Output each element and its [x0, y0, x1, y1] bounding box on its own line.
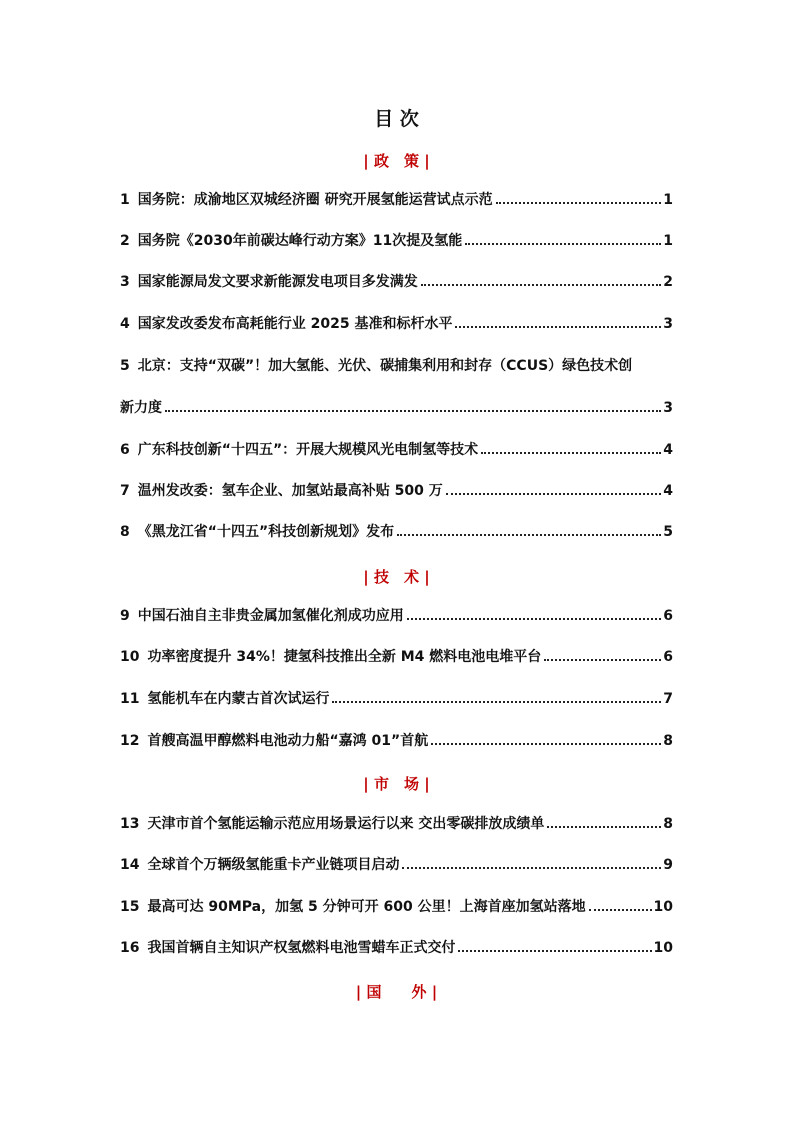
leader-dots: [446, 493, 662, 495]
entry-number: 6: [120, 442, 130, 458]
leader-dots: [496, 202, 662, 204]
entry-number: 16: [120, 940, 140, 956]
section-heading-market: | 市 场 |: [363, 775, 430, 793]
leader-dots: [397, 534, 661, 536]
entry-title: 氢能机车在内蒙古首次试运行: [147, 691, 330, 707]
entry-page: 10: [653, 940, 673, 956]
entry-page: 1: [663, 192, 673, 208]
leader-dots: [421, 284, 662, 286]
entry-title: 功率密度提升 34%！捷氢科技推出全新 M4 燃料电池电堆平台: [147, 649, 542, 665]
entry-page: 8: [663, 733, 673, 749]
toc-entry[interactable]: [120, 731, 673, 751]
toc-entry[interactable]: [120, 689, 673, 709]
entry-page: 8: [663, 816, 673, 832]
entry-title: 我国首辆自主知识产权氢燃料电池雪蜡车正式交付: [147, 940, 456, 956]
toc-entry[interactable]: [120, 855, 673, 875]
toc-entry[interactable]: [120, 606, 673, 626]
toc-entry[interactable]: [120, 440, 673, 460]
entry-title: 国家能源局发文要求新能源发电项目多发满发: [137, 274, 418, 290]
entry-number: 5: [120, 358, 130, 374]
entry-title: 国家发改委发布高耗能行业 2025 基准和标杆水平: [137, 316, 453, 332]
toc-entry[interactable]: [120, 356, 673, 418]
toc-entry[interactable]: [120, 190, 673, 210]
entry-page: 2: [663, 274, 673, 290]
toc-entry[interactable]: [120, 522, 673, 542]
toc-title: 目 次: [374, 108, 419, 130]
entry-page: 1: [663, 233, 673, 249]
entry-page: 9: [663, 857, 673, 873]
section-heading-tech: | 技 术 |: [363, 568, 430, 586]
toc-entry[interactable]: [120, 647, 673, 667]
toc-entry[interactable]: [120, 481, 673, 501]
entry-page: 6: [663, 608, 673, 624]
leader-dots: [465, 243, 661, 245]
entry-page: 3: [663, 400, 673, 416]
entry-title: 北京：支持“双碳”！加大氢能、光伏、碳捕集利用和封存（CCUS）绿色技术创: [137, 358, 633, 374]
entry-title-continued: 新力度: [120, 400, 162, 416]
entry-number: 2: [120, 233, 130, 249]
entry-page: 3: [663, 316, 673, 332]
entry-title: 国务院《2030年前碳达峰行动方案》11次提及氢能: [137, 233, 463, 249]
leader-dots: [481, 452, 661, 454]
entry-number: 13: [120, 816, 140, 832]
entry-title: 中国石油自主非贵金属加氢催化剂成功应用: [137, 608, 404, 624]
entry-number: 1: [120, 192, 130, 208]
entry-page: 10: [653, 899, 673, 915]
entry-number: 4: [120, 316, 130, 332]
entry-number: 10: [120, 649, 140, 665]
toc-entry[interactable]: [120, 314, 673, 334]
leader-dots: [402, 867, 661, 869]
entry-number: 8: [120, 524, 130, 540]
entry-title: 天津市首个氢能运输示范应用场景运行以来 交出零碳排放成绩单: [147, 816, 545, 832]
entry-title: 首艘高温甲醇燃料电池动力船“嘉鸿 01”首航: [147, 733, 429, 749]
entry-title: 全球首个万辆级氢能重卡产业链项目启动: [147, 857, 400, 873]
entry-number: 15: [120, 899, 140, 915]
entry-number: 3: [120, 274, 130, 290]
entry-title: 温州发改委：氢车企业、加氢站最高补贴 500 万: [137, 483, 443, 499]
entry-title: 《黑龙江省“十四五”科技创新规划》发布: [137, 524, 395, 540]
section-heading-foreign: | 国 外 |: [355, 983, 438, 1001]
entry-page: 4: [663, 442, 673, 458]
leader-dots: [332, 701, 661, 703]
entry-title: 国务院：成渝地区双城经济圈 研究开展氢能运营试点示范: [137, 192, 493, 208]
leader-dots: [544, 659, 661, 661]
entry-number: 14: [120, 857, 140, 873]
toc-entry[interactable]: [120, 231, 673, 251]
toc-entry[interactable]: [120, 897, 673, 917]
entry-page: 6: [663, 649, 673, 665]
entry-page: 4: [663, 483, 673, 499]
leader-dots: [431, 743, 661, 745]
entry-page: 5: [663, 524, 673, 540]
entry-title: 最高可达 90MPa，加氢 5 分钟可开 600 公里！上海首座加氢站落地: [147, 899, 586, 915]
toc-entry[interactable]: [120, 272, 673, 292]
leader-dots: [407, 618, 662, 620]
entry-page: 7: [663, 691, 673, 707]
section-heading-policy: | 政 策 |: [363, 152, 430, 170]
leader-dots: [547, 826, 661, 828]
leader-dots: [458, 950, 651, 952]
toc-entry[interactable]: [120, 938, 673, 958]
toc-entry[interactable]: [120, 814, 673, 834]
entry-number: 9: [120, 608, 130, 624]
leader-dots: [589, 909, 652, 911]
entry-title: 广东科技创新“十四五”：开展大规模风光电制氢等技术: [137, 442, 479, 458]
leader-dots: [165, 410, 661, 412]
entry-number: 7: [120, 483, 130, 499]
entry-number: 12: [120, 733, 140, 749]
entry-number: 11: [120, 691, 140, 707]
leader-dots: [455, 326, 661, 328]
